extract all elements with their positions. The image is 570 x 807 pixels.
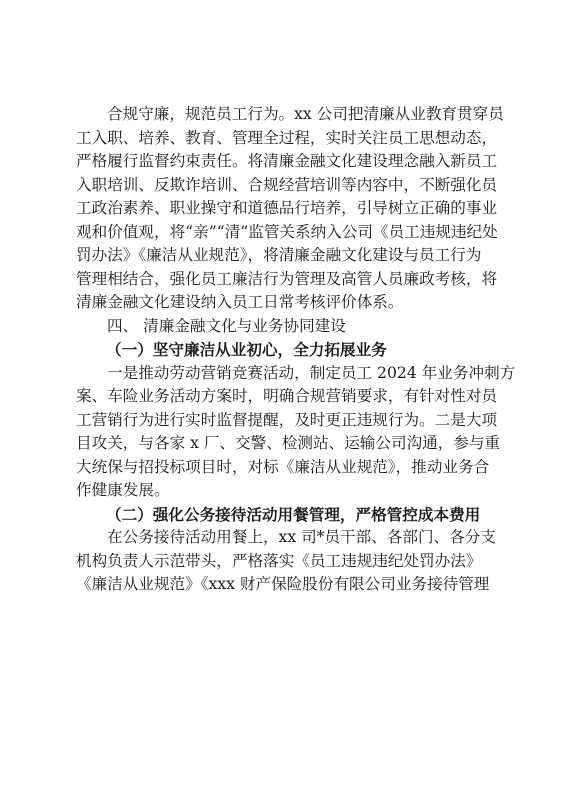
paragraph-line: 合规守廉，规范员工行为。xx 公司把清廉从业教育贯穿员 <box>107 105 504 123</box>
subsection-heading: （二）强化公务接待活动用餐管理，严格管控成本费用 <box>106 504 481 524</box>
paragraph-line: 观和价值观，将“亲”“清”监管关系纳入公司《员工违规违纪处 <box>76 222 498 241</box>
paragraph-line: 在公务接待活动用餐上，xx 司*员干部、各部门、各分支 <box>107 528 496 546</box>
paragraph-line: 作健康发展。 <box>76 481 170 499</box>
paragraph-line: 工政治素养、职业操守和道德品行培养，引导树立正确的事业 <box>76 199 498 217</box>
paragraph-line: 《廉洁从业规范》《xxx 财产保险股份有限公司业务接待管理 <box>76 575 490 593</box>
paragraph-line: 工入职、培养、教育、管理全过程，实时关注员工思想动态， <box>76 128 498 147</box>
paragraph-line: 清廉金融文化建设纳入员工日常考核评价体系。 <box>76 293 404 311</box>
paragraph-line: 管理相结合，强化员工廉洁行为管理及高管人员廉政考核，将 <box>76 269 498 288</box>
paragraph-line: 严格履行监督约束责任。将清廉金融文化建设理念融入新员工 <box>76 152 498 170</box>
document-page <box>76 103 516 597</box>
section-heading: 四、 清廉金融文化与业务协同建设 <box>107 316 346 335</box>
paragraph-line: 罚办法》《廉洁从业规范》，将清廉金融文化建设与员工行为 <box>76 246 482 264</box>
paragraph-line: 工营销行为进行实时监督提醒，及时更正违规行为。二是大项 <box>76 410 498 429</box>
subsection-heading: （一）坚守廉洁从业初心，全力拓展业务 <box>106 340 387 359</box>
paragraph-line: 一是推动劳动营销竞赛活动，制定员工 2024 年业务冲刺方 <box>107 363 516 382</box>
paragraph-line: 机构负责人示范带头，严格落实《员工违规违纪处罚办法》 <box>76 551 482 570</box>
paragraph-line: 入职培训、反欺诈培训、合规经营培训等内容中，不断强化员 <box>76 175 498 194</box>
paragraph-line: 大统保与招投标项目时，对标《廉洁从业规范》，推动业务合 <box>76 457 490 476</box>
paragraph-line: 目攻关，与各家 x 厂、交警、检测站、运输公司沟通，参与重 <box>76 434 501 452</box>
paragraph-line: 案、车险业务活动方案时，明确合规营销要求，有针对性对员 <box>76 387 498 405</box>
